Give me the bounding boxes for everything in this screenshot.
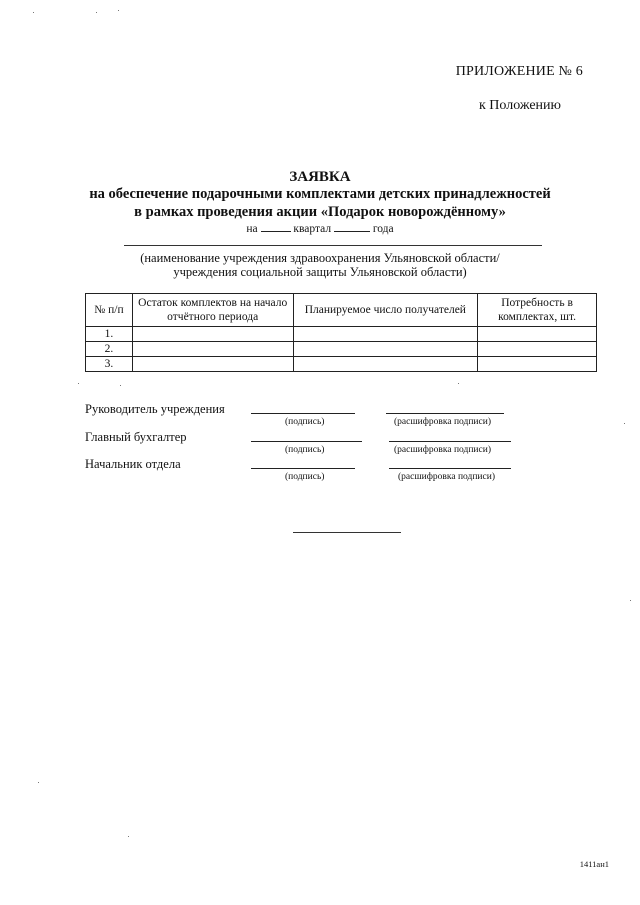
period-line: [0, 222, 640, 235]
signature-line-accountant[interactable]: [251, 441, 362, 442]
signature-label-accountant: Главный бухгалтер: [85, 430, 187, 444]
planned-cell[interactable]: [293, 357, 478, 372]
year-blank[interactable]: [334, 222, 370, 232]
appendix-number: ПРИЛОЖЕНИЕ № 6: [455, 64, 583, 79]
need-cell[interactable]: [478, 357, 597, 372]
document-title: ЗАЯВКА: [289, 169, 351, 185]
name-caption: (расшифровка подписи): [394, 417, 491, 427]
document-subtitle-line1: на обеспечение подарочными комплектами детских принадлежностей: [89, 186, 551, 202]
request-table: [85, 293, 597, 372]
row-number: 2.: [86, 342, 133, 357]
row-number: 1.: [86, 327, 133, 342]
quarter-blank[interactable]: [261, 222, 291, 232]
row-number: 3.: [86, 357, 133, 372]
signature-caption: (подпись): [285, 445, 325, 455]
scan-speck: [630, 600, 631, 601]
remaining-cell[interactable]: [132, 327, 293, 342]
column-header-planned: Планируемое число получателей: [293, 294, 478, 327]
scan-speck: [96, 12, 97, 13]
planned-cell[interactable]: [293, 327, 478, 342]
column-header-need: Потребность в комплектах, шт.: [478, 294, 597, 327]
remaining-cell[interactable]: [132, 357, 293, 372]
table-row: [86, 357, 597, 372]
name-line-department-head[interactable]: [389, 468, 511, 469]
table-header-row: [86, 294, 597, 327]
scan-speck: [458, 383, 459, 384]
period-year-label: года: [372, 223, 394, 235]
scan-speck: [33, 12, 34, 13]
name-caption: (расшифровка подписи): [394, 445, 491, 455]
document-end-line: [293, 532, 401, 533]
column-header-remaining: Остаток комплектов на начало отчётного периода: [132, 294, 293, 327]
period-prefix: на: [246, 223, 258, 235]
period-quarter-label: квартал: [293, 223, 332, 235]
signature-label-director: Руководитель учреждения: [85, 402, 225, 416]
institution-caption-line2: учреждения социальной защиты Ульяновской области): [173, 265, 467, 279]
need-cell[interactable]: [478, 327, 597, 342]
institution-caption-line1: (наименование учреждения здравоохранения Ульяновской области/: [140, 251, 500, 265]
name-caption: (расшифровка подписи): [398, 472, 495, 482]
document-subtitle-line2: в рамках проведения акции «Подарок новорождённому»: [134, 204, 506, 220]
need-cell[interactable]: [478, 342, 597, 357]
signature-line-director[interactable]: [251, 413, 355, 414]
signature-line-department-head[interactable]: [251, 468, 355, 469]
column-header-number: № п/п: [86, 294, 133, 327]
institution-name-line[interactable]: [124, 245, 542, 246]
name-line-director[interactable]: [386, 413, 504, 414]
name-line-accountant[interactable]: [389, 441, 511, 442]
regulation-reference: к Положению: [478, 98, 561, 113]
table-row: [86, 342, 597, 357]
scan-speck: [78, 383, 79, 384]
scan-speck: [118, 10, 119, 11]
table-row: [86, 327, 597, 342]
signature-label-department-head: Начальник отдела: [85, 457, 181, 471]
signature-caption: (подпись): [285, 417, 325, 427]
document-code: 1411ан1: [579, 859, 609, 869]
signature-caption: (подпись): [285, 472, 325, 482]
remaining-cell[interactable]: [132, 342, 293, 357]
scan-speck: [128, 836, 129, 837]
scan-speck: [120, 385, 121, 386]
planned-cell[interactable]: [293, 342, 478, 357]
scan-speck: [38, 782, 39, 783]
scan-speck: [624, 423, 625, 424]
